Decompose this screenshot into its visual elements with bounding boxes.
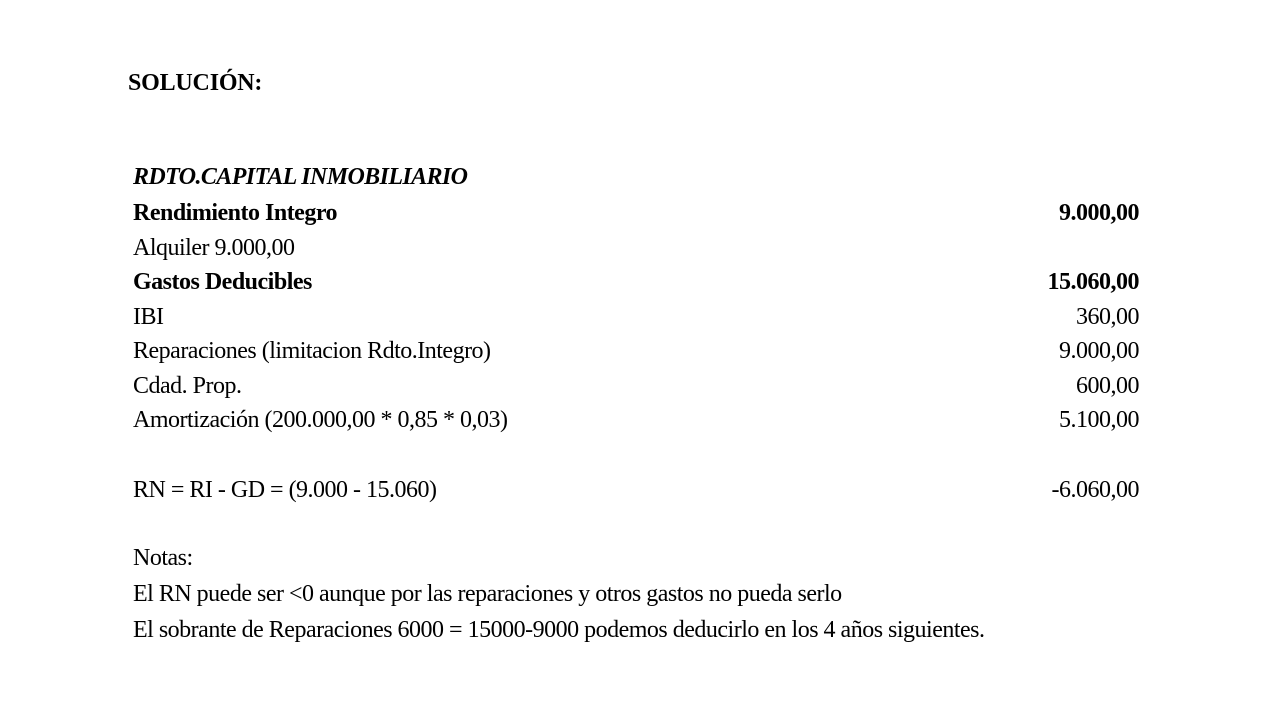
row-label: Amortización (200.000,00 * 0,85 * 0,03) [133, 407, 508, 433]
row-value: 5.100,00 [1059, 407, 1139, 433]
row-result [133, 473, 1139, 508]
row-ibi [133, 300, 1139, 335]
notes [133, 540, 985, 648]
row-label: Reparaciones (limitacion Rdto.Integro) [133, 338, 491, 364]
row-value: 9.000,00 [1059, 338, 1139, 364]
row-label: Rendimiento Integro [133, 200, 338, 226]
row-value: 360,00 [1076, 303, 1139, 330]
result-value: -6.060,00 [1051, 476, 1139, 503]
row-reparaciones [133, 334, 1139, 369]
row-cdad-prop [133, 369, 1139, 404]
solution-heading: SOLUCIÓN: [128, 70, 263, 96]
row-gastos-deducibles [133, 265, 1139, 300]
row-value: 600,00 [1076, 372, 1139, 399]
row-value: 15.060,00 [1047, 269, 1139, 295]
row-label: Gastos Deducibles [133, 269, 312, 295]
row-label: IBI [133, 303, 164, 330]
income-table [133, 196, 1139, 507]
result-label: RN = RI - GD = (9.000 - 15.060) [133, 476, 437, 503]
spacer [133, 438, 1139, 473]
section-title: RDTO.CAPITAL INMOBILIARIO [133, 164, 468, 190]
note-line: El RN puede ser <0 aunque por las reparaciones y otros gastos no pueda serlo [133, 581, 842, 607]
row-rendimiento-integro [133, 196, 1139, 231]
row-value: 9.000,00 [1059, 200, 1139, 226]
note-line: El sobrante de Reparaciones 6000 = 15000-9000 podemos deducirlo en los 4 años siguientes. [133, 617, 985, 643]
row-label: Alquiler 9.000,00 [133, 234, 295, 261]
row-amortizacion [133, 403, 1139, 438]
row-label: Cdad. Prop. [133, 372, 242, 399]
row-alquiler [133, 231, 1139, 266]
notes-title: Notas: [133, 545, 193, 571]
